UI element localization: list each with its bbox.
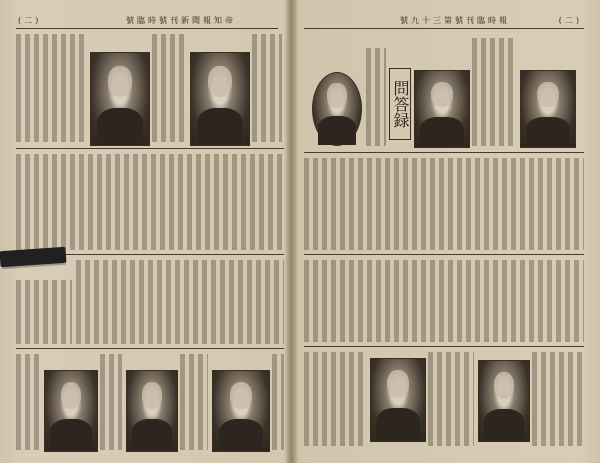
portrait (212, 370, 270, 452)
article-text (472, 38, 516, 146)
portrait (126, 370, 178, 452)
portrait (414, 70, 470, 148)
article-text (304, 352, 366, 446)
article-text (180, 354, 208, 450)
right-header-title: 號九十三第號刊臨時報 (400, 16, 510, 25)
left-page (6, 8, 288, 456)
article-text (16, 34, 86, 142)
portrait (190, 52, 250, 146)
article-text (76, 260, 284, 344)
portrait (478, 360, 530, 442)
article-text (304, 158, 584, 250)
article-text (428, 352, 474, 446)
article-title: 問答録 (389, 68, 411, 140)
column-rule (16, 148, 284, 149)
article-text (16, 280, 72, 344)
portrait (312, 72, 362, 146)
right-page-header (304, 14, 584, 29)
article-text (366, 48, 386, 146)
left-page-number: (二) (18, 16, 42, 25)
right-page-number: (二) (558, 16, 582, 25)
column-rule (304, 346, 584, 347)
article-text (272, 354, 284, 450)
portrait (44, 370, 98, 452)
column-rule (304, 254, 584, 255)
article-text (304, 260, 584, 342)
portrait (90, 52, 150, 146)
portrait (520, 70, 576, 148)
article-text (100, 354, 122, 450)
article-text (16, 154, 284, 250)
column-rule (304, 152, 584, 153)
right-page (294, 8, 594, 456)
portrait (370, 358, 426, 442)
article-text (152, 34, 188, 142)
article-text (532, 352, 584, 446)
article-text (16, 354, 40, 450)
column-rule (16, 348, 284, 349)
left-page-header (16, 14, 278, 29)
left-header-title: 號臨時號刊新聞報知帝 (126, 16, 236, 25)
article-text (252, 34, 282, 142)
